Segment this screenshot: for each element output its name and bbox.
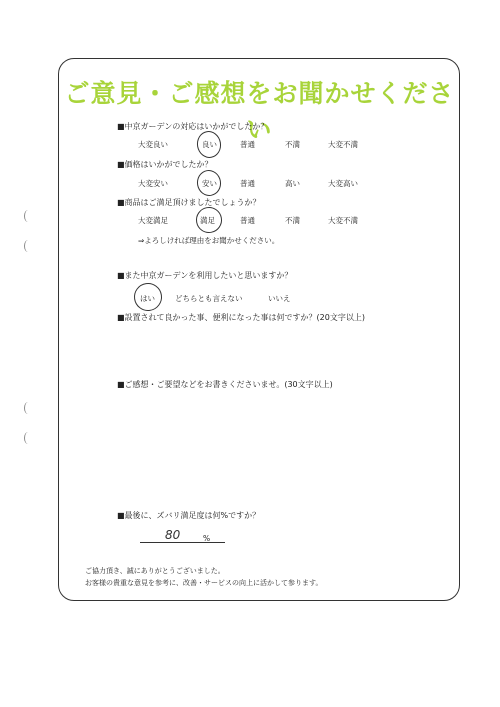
question-reuse: ■また中京ガーデンを利用したいと思いますか？ <box>117 271 293 280</box>
punch-hole-2 <box>24 240 32 252</box>
option-service-very-dissatisfied[interactable]: 大変不満 <box>328 140 358 149</box>
option-price-expensive[interactable]: 高い <box>285 179 300 188</box>
footer-note: お客様の貴重な意見を参考に、改善・サービスの向上に活かして参ります。 <box>85 579 323 587</box>
footer-thanks: ご協力頂き、誠にありがとうございました。 <box>85 567 225 575</box>
page-title: ご意見・ご感想をお聞かせください <box>64 79 455 144</box>
option-service-good[interactable]: 良い <box>202 140 217 149</box>
option-reuse-yes[interactable]: はい <box>140 294 155 303</box>
punch-hole-1 <box>24 210 32 222</box>
option-service-normal[interactable]: 普通 <box>240 140 255 149</box>
option-service-very-good[interactable]: 大変良い <box>138 140 168 149</box>
question-price: ■価格はいかがでしたか？ <box>117 160 213 169</box>
option-product-dissatisfied[interactable]: 不満 <box>285 216 300 225</box>
option-price-very-cheap[interactable]: 大変安い <box>138 179 168 188</box>
option-reuse-neither[interactable]: どちらとも言えない <box>175 294 243 303</box>
answer-underline <box>140 542 225 543</box>
option-product-normal[interactable]: 普通 <box>240 216 255 225</box>
punch-hole-4 <box>24 432 32 444</box>
option-price-cheap[interactable]: 安い <box>202 179 217 188</box>
question-benefits: ■設置されて良かった事、便利になった事は何ですか？(20文字以上) <box>117 313 365 322</box>
question-comments: ■ご感想・ご要望などをお書きくださいませ。(30文字以上) <box>117 380 333 389</box>
question-service: ■中京ガーデンの対応はいかがでしたか？ <box>117 122 269 131</box>
satisfaction-answer[interactable]: 80 <box>165 528 181 542</box>
reason-prompt: ⇒よろしければ理由をお聞かせください。 <box>138 236 280 245</box>
option-price-normal[interactable]: 普通 <box>240 179 255 188</box>
option-product-very-satisfied[interactable]: 大変満足 <box>138 216 168 225</box>
question-product: ■商品はご満足頂けましたでしょうか？ <box>117 198 261 207</box>
question-satisfaction: ■最後に、ズバリ満足度は何%ですか？ <box>117 511 261 520</box>
option-reuse-no[interactable]: いいえ <box>268 294 291 303</box>
option-service-dissatisfied[interactable]: 不満 <box>285 140 300 149</box>
option-product-very-dissatisfied[interactable]: 大変不満 <box>328 216 358 225</box>
percent-unit: % <box>203 534 211 543</box>
option-price-very-expensive[interactable]: 大変高い <box>328 179 358 188</box>
option-product-satisfied[interactable]: 満足 <box>200 216 215 225</box>
punch-hole-3 <box>24 402 32 414</box>
